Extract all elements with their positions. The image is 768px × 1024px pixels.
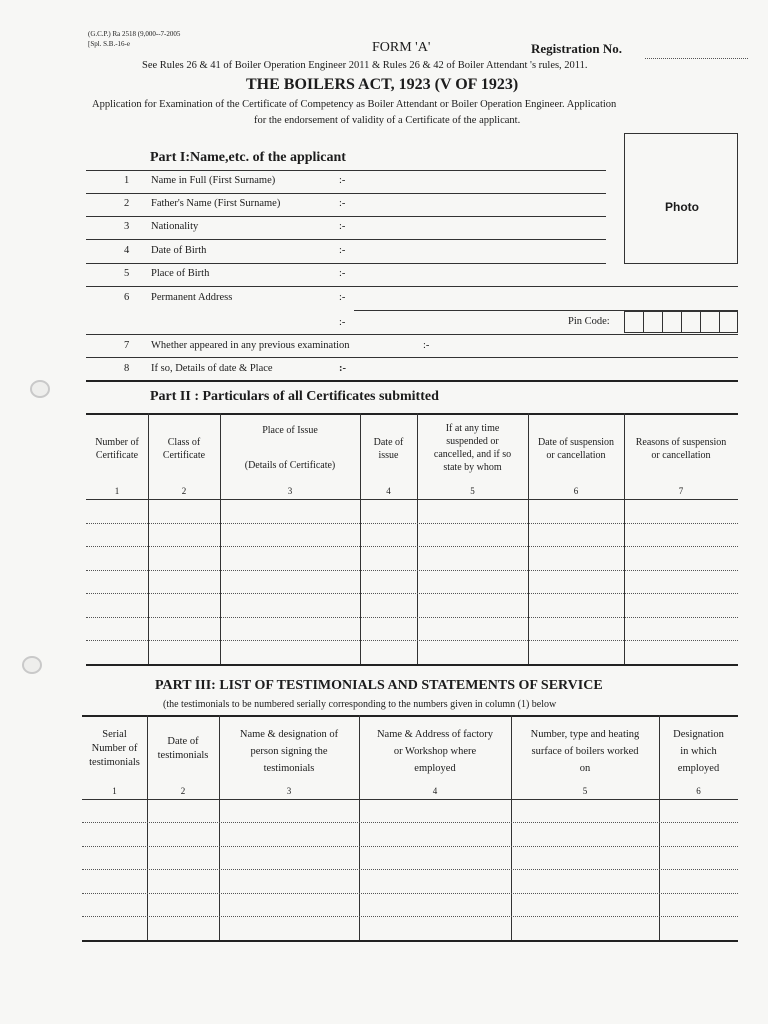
part3-entry-row[interactable] (82, 822, 738, 823)
part2-col-1-header: Number of Certificate (95, 437, 139, 461)
part1-row-4-num: 4 (124, 245, 130, 256)
dob-field[interactable] (86, 263, 606, 264)
part1-row-4-label: Date of Birth (151, 245, 207, 256)
part1-row-3-num: 3 (124, 221, 130, 232)
part1-row-4-sep: :- (339, 245, 346, 256)
exam-details-field[interactable] (86, 380, 738, 382)
part3-col-6-header: Designation in which employed (673, 729, 724, 774)
part1-row-8-sep: :- (339, 363, 346, 374)
part3-col-6-number: 6 (696, 786, 701, 796)
intro-line-1: Application for Examination of the Certificate of Competency as Boiler Attendant or Boiler Operation Engineer. Application (92, 99, 617, 110)
part2-col-2-header: Class of Certificate (162, 437, 206, 461)
part3-entry-row[interactable] (82, 916, 738, 917)
part2-col-7-number: 7 (678, 486, 684, 496)
part3-col-4-number: 4 (432, 786, 438, 796)
part2-col-3-header: Place of Issue (Details of Certificate) (244, 425, 336, 471)
part2-entry-row[interactable] (86, 570, 738, 571)
part1-row-3-sep: :- (339, 221, 346, 232)
part1-row-6b-sep: :- (339, 317, 346, 328)
photo-label: Photo (665, 200, 699, 214)
part3-col-5-header: Number, type and heating surface of boilers worked on (530, 729, 640, 774)
part3-col-1-number: 1 (112, 786, 117, 796)
address-field-line-2[interactable] (86, 334, 738, 335)
part1-row-5-sep: :- (339, 268, 346, 279)
spl-reference: [Spl. S.B.-16-e (88, 40, 130, 48)
part2-title: Part II : Particulars of all Certificates submitted (150, 389, 439, 404)
part1-row-2-sep: :- (339, 198, 346, 209)
part2-entry-row[interactable] (86, 523, 738, 524)
pin-code-label: Pin Code: (568, 316, 610, 327)
rules-line: See Rules 26 & 41 of Boiler Operation Engineer 2011 & Rules 26 & 42 of Boiler Attendant 's rules, 2011. (142, 60, 588, 71)
part2-entry-row[interactable] (86, 617, 738, 618)
act-title: THE BOILERS ACT, 1923 (V OF 1923) (246, 76, 519, 93)
part1-row-1-label: Name in Full (First Surname) (151, 175, 276, 186)
place-of-birth-field[interactable] (86, 286, 738, 287)
part1-row-1-sep: :- (339, 175, 346, 186)
part2-entry-row[interactable] (86, 546, 738, 547)
part1-row-7-label: Whether appeared in any previous examination (151, 340, 350, 351)
part1-row-2-label: Father's Name (First Surname) (151, 198, 281, 209)
part1-row-6-sep: :- (339, 292, 346, 303)
form-label: FORM 'A' (372, 40, 431, 55)
part3-title: PART III: LIST OF TESTIMONIALS AND STATEMENTS OF SERVICE (155, 678, 603, 693)
part3-entry-row[interactable] (82, 846, 738, 847)
part1-row-8-label: If so, Details of date & Place (151, 363, 273, 374)
photo-box[interactable] (624, 133, 738, 264)
part1-row-6-num: 6 (124, 292, 130, 303)
part3-col-3-header: Name & designation of person signing the testimonials (239, 729, 339, 774)
part1-row-3-label: Nationality (151, 221, 199, 232)
part1-title: Part I:Name,etc. of the applicant (150, 150, 346, 165)
part2-col-5-number: 5 (470, 486, 475, 496)
print-reference: (G.C.P.) Ra 2518 (9,000--7-2005 (88, 30, 181, 38)
part2-col-5-header: If at any time suspended or cancelled, and if so state by whom (433, 423, 512, 473)
part2-entry-row[interactable] (86, 640, 738, 641)
part2-col-3-number: 3 (287, 486, 293, 496)
part2-col-4-header: Date of issue (373, 437, 404, 461)
intro-line-2: for the endorsement of validity of a Certificate of the applicant. (254, 115, 521, 126)
part1-row-2-num: 2 (124, 198, 130, 209)
part2-col-6-number: 6 (573, 486, 579, 496)
part3-col-3-number: 3 (286, 786, 292, 796)
part3-col-5-number: 5 (582, 786, 588, 796)
part3-entry-row[interactable] (82, 869, 738, 870)
part3-entry-row[interactable] (82, 893, 738, 894)
father-name-field[interactable] (86, 216, 606, 217)
part3-col-2-header: Date of testimonials (157, 736, 209, 761)
punch-hole-bottom (22, 656, 42, 674)
part1-row-8-num: 8 (124, 363, 130, 374)
part1-row-6-label: Permanent Address (151, 292, 233, 303)
part2-col-2-number: 2 (181, 486, 187, 496)
part1-row-7-num: 7 (124, 340, 130, 351)
registration-field[interactable] (645, 58, 748, 59)
part1-row-5-num: 5 (124, 268, 130, 279)
part3-col-1-header: Serial Number of testimonials (89, 729, 140, 768)
part2-col-7-header: Reasons of suspension or cancellation (635, 437, 727, 461)
nationality-field[interactable] (86, 239, 606, 240)
part1-row-1-num: 1 (124, 175, 130, 186)
part3-col-4-header: Name & Address of factory or Workshop where employed (376, 729, 494, 774)
part2-col-1-number: 1 (114, 486, 120, 496)
part3-subtitle: (the testimonials to be numbered serially corresponding to the numbers given in column (1) below (163, 699, 557, 710)
punch-hole-top (30, 380, 50, 398)
name-field[interactable] (86, 193, 606, 194)
part1-row-5-label: Place of Birth (151, 268, 210, 279)
part3-col-2-number: 2 (180, 786, 186, 796)
registration-label: Registration No. (531, 41, 622, 56)
part2-entry-row[interactable] (86, 593, 738, 594)
part2-col-6-header: Date of suspension or cancellation (537, 437, 615, 461)
part2-col-4-number: 4 (386, 486, 391, 496)
part1-row-7-sep: :- (423, 340, 430, 351)
previous-exam-field[interactable] (86, 357, 738, 358)
